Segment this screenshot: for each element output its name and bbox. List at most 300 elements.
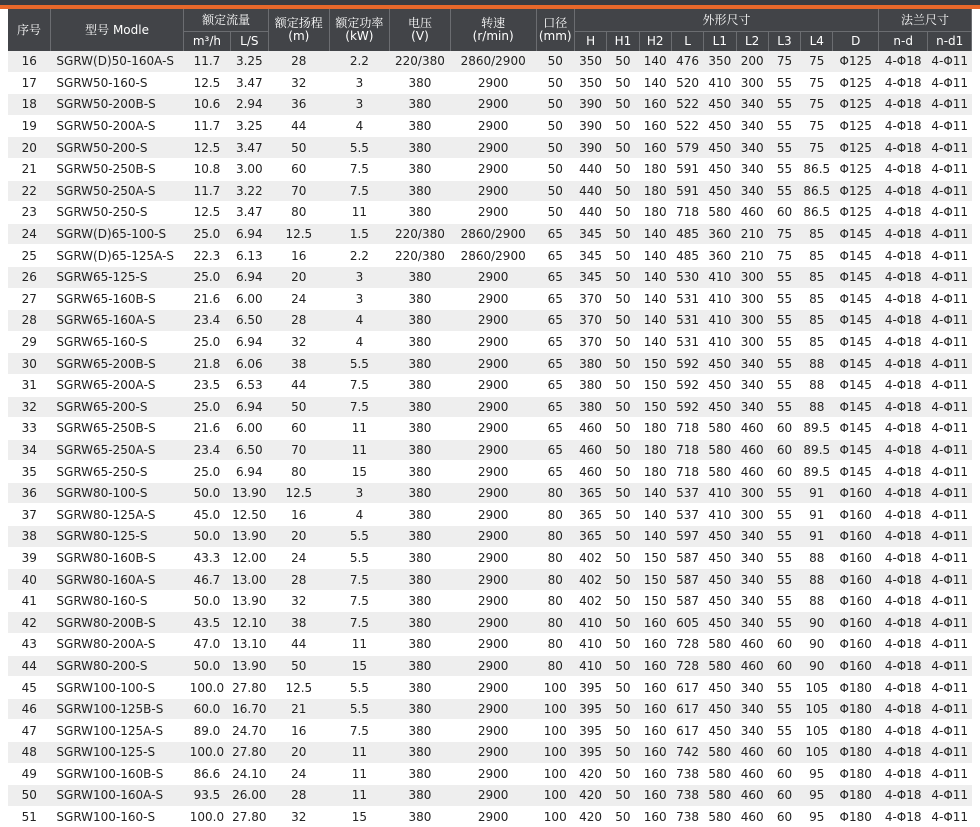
cell-power: 11 (329, 418, 390, 440)
cell-head: 50 (269, 655, 330, 677)
col-header-dim-l2: L2 (736, 32, 768, 52)
cell-h: 390 (574, 94, 606, 116)
cell-h1: 50 (607, 418, 639, 440)
cell-h2: 140 (639, 526, 671, 548)
cell-model: SGRW(D)50-160A-S (50, 51, 183, 72)
cell-speed: 2900 (450, 526, 536, 548)
cell-l4: 95 (801, 763, 833, 785)
cell-voltage: 380 (390, 439, 451, 461)
table-row (8, 137, 972, 159)
cell-head: 24 (269, 763, 330, 785)
cell-l3: 60 (768, 742, 800, 764)
cell-flow-ls: 12.10 (230, 612, 268, 634)
cell-h: 402 (574, 569, 606, 591)
cell-l1: 450 (704, 590, 736, 612)
cell-voltage: 380 (390, 590, 451, 612)
cell-l2: 340 (736, 720, 768, 742)
cell-flow-ls: 6.53 (230, 374, 268, 396)
cell-h2: 140 (639, 482, 671, 504)
cell-speed: 2900 (450, 115, 536, 137)
cell-flange-nd1: 4-Φ11 (928, 374, 972, 396)
cell-flow-m3h: 21.8 (184, 353, 230, 375)
cell-no: 17 (8, 72, 50, 94)
cell-model: SGRW65-250A-S (50, 439, 183, 461)
cell-no: 33 (8, 418, 50, 440)
cell-l: 476 (671, 51, 703, 72)
cell-no: 38 (8, 526, 50, 548)
cell-flange-nd1: 4-Φ11 (928, 245, 972, 267)
cell-model: SGRW100-125B-S (50, 698, 183, 720)
cell-l2: 340 (736, 137, 768, 159)
cell-d: Φ145 (833, 374, 879, 396)
cell-h2: 140 (639, 266, 671, 288)
cell-d: Φ145 (833, 439, 879, 461)
cell-h1: 50 (607, 634, 639, 656)
cell-flange-nd: 4-Φ18 (878, 223, 927, 245)
cell-d: Φ180 (833, 763, 879, 785)
cell-l: 531 (671, 331, 703, 353)
cell-l1: 450 (704, 612, 736, 634)
cell-power: 7.5 (329, 180, 390, 202)
cell-d: Φ145 (833, 396, 879, 418)
cell-l4: 86.5 (801, 202, 833, 224)
cell-model: SGRW100-125A-S (50, 720, 183, 742)
cell-h1: 50 (607, 115, 639, 137)
table-row (8, 331, 972, 353)
cell-l1: 410 (704, 72, 736, 94)
table-row (8, 763, 972, 785)
cell-flange-nd1: 4-Φ11 (928, 526, 972, 548)
cell-l: 592 (671, 353, 703, 375)
cell-voltage: 220/380 (390, 51, 451, 72)
cell-l2: 300 (736, 310, 768, 332)
cell-flow-ls: 13.90 (230, 482, 268, 504)
cell-l3: 55 (768, 331, 800, 353)
cell-l4: 75 (801, 137, 833, 159)
cell-speed: 2900 (450, 374, 536, 396)
cell-l1: 450 (704, 158, 736, 180)
cell-l: 728 (671, 634, 703, 656)
cell-l1: 580 (704, 742, 736, 764)
cell-flange-nd: 4-Φ18 (878, 785, 927, 807)
cell-l3: 55 (768, 720, 800, 742)
cell-no: 23 (8, 202, 50, 224)
cell-no: 29 (8, 331, 50, 353)
table-row (8, 115, 972, 137)
cell-speed: 2860/2900 (450, 51, 536, 72)
cell-speed: 2900 (450, 137, 536, 159)
cell-l: 587 (671, 547, 703, 569)
cell-l: 605 (671, 612, 703, 634)
cell-l1: 580 (704, 634, 736, 656)
cell-voltage: 380 (390, 655, 451, 677)
cell-bore: 50 (536, 180, 574, 202)
cell-power: 5.5 (329, 547, 390, 569)
cell-bore: 100 (536, 742, 574, 764)
cell-flow-ls: 24.70 (230, 720, 268, 742)
cell-l1: 410 (704, 288, 736, 310)
cell-power: 3 (329, 288, 390, 310)
cell-no: 19 (8, 115, 50, 137)
cell-flow-ls: 27.80 (230, 806, 268, 827)
cell-bore: 80 (536, 569, 574, 591)
cell-head: 12.5 (269, 482, 330, 504)
cell-l3: 55 (768, 374, 800, 396)
cell-l: 617 (671, 677, 703, 699)
cell-flow-m3h: 100.0 (184, 806, 230, 827)
cell-l2: 340 (736, 374, 768, 396)
cell-h2: 160 (639, 763, 671, 785)
cell-head: 70 (269, 180, 330, 202)
cell-flange-nd: 4-Φ18 (878, 266, 927, 288)
table-row (8, 590, 972, 612)
cell-flange-nd1: 4-Φ11 (928, 94, 972, 116)
cell-speed: 2900 (450, 634, 536, 656)
table-row (8, 266, 972, 288)
cell-flow-m3h: 10.8 (184, 158, 230, 180)
cell-l1: 410 (704, 310, 736, 332)
cell-l3: 60 (768, 655, 800, 677)
cell-flow-ls: 3.00 (230, 158, 268, 180)
cell-h1: 50 (607, 353, 639, 375)
cell-h: 390 (574, 115, 606, 137)
cell-l: 530 (671, 266, 703, 288)
cell-h1: 50 (607, 396, 639, 418)
cell-flow-ls: 13.90 (230, 526, 268, 548)
cell-speed: 2900 (450, 547, 536, 569)
cell-l4: 85 (801, 288, 833, 310)
cell-flow-m3h: 21.6 (184, 288, 230, 310)
cell-speed: 2900 (450, 439, 536, 461)
cell-voltage: 380 (390, 115, 451, 137)
col-header-bore (536, 9, 574, 51)
cell-head: 28 (269, 569, 330, 591)
col-header-no: 序号 (8, 9, 50, 51)
cell-h2: 140 (639, 504, 671, 526)
cell-power: 4 (329, 115, 390, 137)
cell-model: SGRW65-200-S (50, 396, 183, 418)
table-row (8, 526, 972, 548)
cell-l1: 410 (704, 266, 736, 288)
table-row (8, 612, 972, 634)
cell-flange-nd1: 4-Φ11 (928, 569, 972, 591)
cell-head: 38 (269, 353, 330, 375)
cell-h1: 50 (607, 785, 639, 807)
cell-power: 7.5 (329, 396, 390, 418)
cell-l4: 85 (801, 245, 833, 267)
cell-flow-m3h: 50.0 (184, 526, 230, 548)
cell-bore: 50 (536, 94, 574, 116)
cell-l1: 410 (704, 482, 736, 504)
table-row (8, 353, 972, 375)
cell-bore: 80 (536, 504, 574, 526)
cell-h: 440 (574, 158, 606, 180)
cell-h: 420 (574, 785, 606, 807)
cell-l4: 90 (801, 634, 833, 656)
cell-no: 27 (8, 288, 50, 310)
cell-d: Φ125 (833, 72, 879, 94)
cell-h2: 160 (639, 806, 671, 827)
cell-speed: 2900 (450, 590, 536, 612)
cell-bore: 65 (536, 266, 574, 288)
cell-flow-ls: 3.47 (230, 202, 268, 224)
cell-h1: 50 (607, 526, 639, 548)
cell-l1: 450 (704, 677, 736, 699)
cell-flow-m3h: 25.0 (184, 396, 230, 418)
cell-head: 60 (269, 158, 330, 180)
cell-l3: 55 (768, 288, 800, 310)
cell-model: SGRW80-200A-S (50, 634, 183, 656)
cell-h1: 50 (607, 482, 639, 504)
cell-h1: 50 (607, 612, 639, 634)
cell-h2: 160 (639, 94, 671, 116)
cell-voltage: 380 (390, 72, 451, 94)
cell-flange-nd: 4-Φ18 (878, 612, 927, 634)
table-row (8, 180, 972, 202)
table-row (8, 94, 972, 116)
cell-voltage: 220/380 (390, 223, 451, 245)
cell-power: 11 (329, 202, 390, 224)
cell-h1: 50 (607, 763, 639, 785)
cell-l4: 89.5 (801, 439, 833, 461)
cell-bore: 80 (536, 612, 574, 634)
cell-l4: 91 (801, 526, 833, 548)
cell-voltage: 380 (390, 353, 451, 375)
cell-no: 34 (8, 439, 50, 461)
cell-head: 24 (269, 547, 330, 569)
cell-no: 36 (8, 482, 50, 504)
cell-h2: 180 (639, 439, 671, 461)
table-row (8, 547, 972, 569)
cell-head: 28 (269, 785, 330, 807)
cell-l2: 210 (736, 223, 768, 245)
cell-flow-ls: 13.00 (230, 569, 268, 591)
cell-l2: 300 (736, 482, 768, 504)
cell-flange-nd: 4-Φ18 (878, 115, 927, 137)
cell-flow-m3h: 89.0 (184, 720, 230, 742)
cell-no: 39 (8, 547, 50, 569)
cell-l2: 340 (736, 590, 768, 612)
cell-h1: 50 (607, 374, 639, 396)
head-title: 额定扬程 (274, 16, 323, 30)
cell-flow-m3h: 43.3 (184, 547, 230, 569)
cell-h2: 150 (639, 569, 671, 591)
cell-flange-nd: 4-Φ18 (878, 806, 927, 827)
cell-power: 11 (329, 634, 390, 656)
cell-speed: 2900 (450, 266, 536, 288)
cell-flow-m3h: 50.0 (184, 482, 230, 504)
cell-bore: 65 (536, 310, 574, 332)
cell-voltage: 380 (390, 504, 451, 526)
cell-d: Φ125 (833, 180, 879, 202)
cell-l2: 460 (736, 806, 768, 827)
cell-flange-nd1: 4-Φ11 (928, 763, 972, 785)
table-row (8, 742, 972, 764)
cell-d: Φ125 (833, 94, 879, 116)
cell-l2: 460 (736, 742, 768, 764)
cell-bore: 50 (536, 51, 574, 72)
cell-flow-m3h: 25.0 (184, 331, 230, 353)
cell-l1: 450 (704, 720, 736, 742)
cell-bore: 80 (536, 547, 574, 569)
cell-l: 718 (671, 202, 703, 224)
col-header-dim-l: L (671, 32, 703, 52)
cell-model: SGRW50-200B-S (50, 94, 183, 116)
power-title: 额定功率 (335, 16, 384, 30)
cell-flow-ls: 3.25 (230, 115, 268, 137)
cell-l4: 88 (801, 396, 833, 418)
cell-l4: 95 (801, 806, 833, 827)
cell-flange-nd: 4-Φ18 (878, 310, 927, 332)
col-header-power (329, 9, 390, 51)
cell-no: 50 (8, 785, 50, 807)
table-row (8, 51, 972, 72)
cell-l3: 55 (768, 310, 800, 332)
cell-head: 50 (269, 137, 330, 159)
cell-speed: 2900 (450, 763, 536, 785)
cell-h1: 50 (607, 655, 639, 677)
cell-l1: 580 (704, 806, 736, 827)
cell-l3: 60 (768, 439, 800, 461)
cell-no: 35 (8, 461, 50, 483)
cell-d: Φ160 (833, 655, 879, 677)
cell-l4: 88 (801, 353, 833, 375)
cell-flange-nd1: 4-Φ11 (928, 115, 972, 137)
cell-speed: 2900 (450, 482, 536, 504)
cell-model: SGRW80-200-S (50, 655, 183, 677)
cell-l3: 60 (768, 461, 800, 483)
cell-bore: 65 (536, 245, 574, 267)
cell-h: 420 (574, 763, 606, 785)
cell-h: 402 (574, 590, 606, 612)
cell-flow-ls: 24.10 (230, 763, 268, 785)
cell-speed: 2900 (450, 698, 536, 720)
cell-h1: 50 (607, 288, 639, 310)
cell-flow-m3h: 21.6 (184, 418, 230, 440)
cell-d: Φ160 (833, 504, 879, 526)
cell-h2: 180 (639, 461, 671, 483)
cell-l3: 55 (768, 94, 800, 116)
cell-d: Φ125 (833, 137, 879, 159)
cell-flange-nd1: 4-Φ11 (928, 742, 972, 764)
cell-no: 20 (8, 137, 50, 159)
cell-l3: 55 (768, 137, 800, 159)
cell-h2: 150 (639, 353, 671, 375)
col-header-dim-l1: L1 (704, 32, 736, 52)
cell-l2: 460 (736, 763, 768, 785)
cell-l3: 55 (768, 504, 800, 526)
cell-d: Φ180 (833, 806, 879, 827)
cell-h: 370 (574, 288, 606, 310)
cell-speed: 2900 (450, 72, 536, 94)
cell-bore: 100 (536, 763, 574, 785)
cell-voltage: 380 (390, 331, 451, 353)
cell-l4: 95 (801, 785, 833, 807)
table-row (8, 72, 972, 94)
cell-l: 531 (671, 310, 703, 332)
cell-l4: 88 (801, 374, 833, 396)
cell-model: SGRW65-250B-S (50, 418, 183, 440)
cell-flange-nd1: 4-Φ11 (928, 158, 972, 180)
cell-h1: 50 (607, 590, 639, 612)
cell-model: SGRW65-250-S (50, 461, 183, 483)
cell-head: 32 (269, 72, 330, 94)
cell-flow-m3h: 23.4 (184, 310, 230, 332)
cell-h: 395 (574, 742, 606, 764)
cell-flange-nd: 4-Φ18 (878, 547, 927, 569)
cell-voltage: 380 (390, 137, 451, 159)
cell-h1: 50 (607, 72, 639, 94)
cell-bore: 100 (536, 720, 574, 742)
cell-flange-nd: 4-Φ18 (878, 353, 927, 375)
cell-no: 37 (8, 504, 50, 526)
cell-voltage: 380 (390, 202, 451, 224)
head-unit: (m) (288, 29, 310, 43)
cell-l3: 75 (768, 223, 800, 245)
cell-l: 591 (671, 158, 703, 180)
cell-model: SGRW50-250-S (50, 202, 183, 224)
cell-flange-nd: 4-Φ18 (878, 202, 927, 224)
cell-power: 7.5 (329, 720, 390, 742)
cell-no: 28 (8, 310, 50, 332)
cell-l4: 89.5 (801, 418, 833, 440)
cell-l4: 91 (801, 482, 833, 504)
cell-l3: 55 (768, 482, 800, 504)
cell-flow-ls: 16.70 (230, 698, 268, 720)
cell-power: 2.2 (329, 51, 390, 72)
cell-bore: 80 (536, 655, 574, 677)
cell-h: 380 (574, 396, 606, 418)
col-header-head (269, 9, 330, 51)
cell-l1: 450 (704, 180, 736, 202)
cell-flange-nd: 4-Φ18 (878, 72, 927, 94)
cell-flow-ls: 6.94 (230, 266, 268, 288)
cell-flow-ls: 3.22 (230, 180, 268, 202)
cell-voltage: 380 (390, 547, 451, 569)
top-banner (0, 0, 980, 9)
cell-voltage: 380 (390, 158, 451, 180)
cell-l3: 55 (768, 72, 800, 94)
cell-bore: 65 (536, 223, 574, 245)
table-row (8, 482, 972, 504)
cell-d: Φ180 (833, 720, 879, 742)
cell-l3: 55 (768, 612, 800, 634)
cell-flow-m3h: 47.0 (184, 634, 230, 656)
cell-speed: 2900 (450, 353, 536, 375)
cell-bore: 100 (536, 677, 574, 699)
cell-flow-ls: 6.94 (230, 461, 268, 483)
cell-no: 49 (8, 763, 50, 785)
cell-l3: 55 (768, 353, 800, 375)
cell-l4: 85 (801, 331, 833, 353)
col-header-flange: 法兰尺寸 (878, 9, 971, 32)
cell-flow-ls: 13.90 (230, 590, 268, 612)
cell-l1: 450 (704, 353, 736, 375)
cell-flange-nd: 4-Φ18 (878, 439, 927, 461)
cell-l: 728 (671, 655, 703, 677)
cell-h1: 50 (607, 698, 639, 720)
cell-flow-ls: 3.25 (230, 51, 268, 72)
cell-flange-nd: 4-Φ18 (878, 158, 927, 180)
cell-no: 47 (8, 720, 50, 742)
cell-h2: 180 (639, 202, 671, 224)
cell-head: 16 (269, 504, 330, 526)
cell-power: 11 (329, 763, 390, 785)
cell-flange-nd1: 4-Φ11 (928, 547, 972, 569)
cell-no: 16 (8, 51, 50, 72)
cell-l1: 350 (704, 51, 736, 72)
cell-head: 16 (269, 720, 330, 742)
